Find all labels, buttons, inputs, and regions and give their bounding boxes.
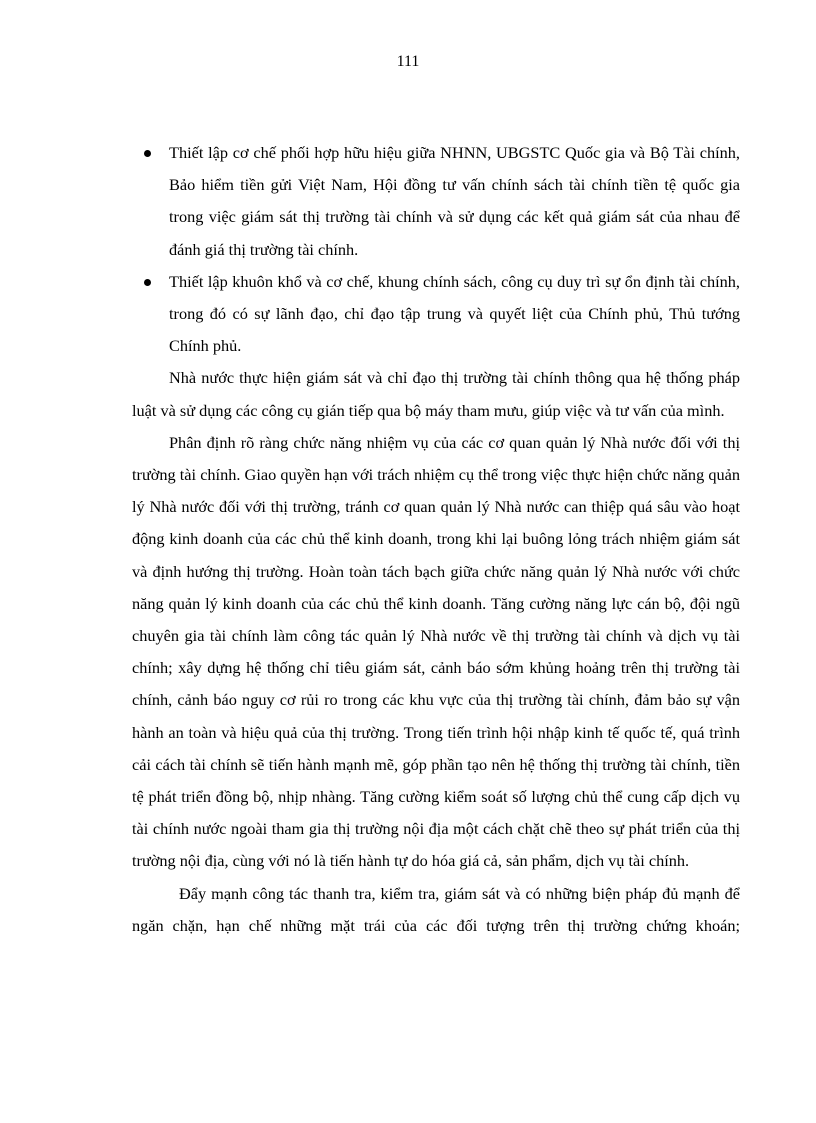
paragraph-inspection: Đẩy mạnh công tác thanh tra, kiểm tra, giám sát và có những biện pháp đủ mạnh để ngăn chặn, hạn chế những mặt trái của các đối tượng trên thị trường chứng khoán; bbox=[132, 883, 740, 935]
bullet-list bbox=[132, 137, 740, 362]
bullet-dot-icon bbox=[144, 279, 151, 286]
bullet-text-framework: Thiết lập khuôn khổ và cơ chế, khung chính sách, công cụ duy trì sự ổn định tài chính, trong đó có sự lãnh đạo, chỉ đạo tập trung và quyết liệt của Chính phủ, Thủ tướng Chính phủ. bbox=[169, 271, 740, 356]
bullet-item-framework bbox=[132, 266, 740, 363]
page-number: 111 bbox=[396, 53, 420, 70]
bullet-dot-icon bbox=[144, 150, 151, 157]
paragraph-state-supervision: Nhà nước thực hiện giám sát và chỉ đạo thị trường tài chính thông qua hệ thống pháp luật và sử dụng các công cụ gián tiếp qua bộ máy tham mưu, giúp việc và tư vấn của mình. bbox=[132, 368, 740, 420]
bullet-item-coordination bbox=[132, 137, 740, 266]
body-text bbox=[132, 137, 740, 942]
bullet-text-coordination: Thiết lập cơ chế phối hợp hữu hiệu giữa NHNN, UBGSTC Quốc gia và Bộ Tài chính, Bảo hiểm tiền gửi Việt Nam, Hội đồng tư vấn chính sách tài chính tiền tệ quốc gia trong việc giám sát thị trường tài chính và sử dụng các kết quả giám sát của nhau để đánh giá thị trường tài chính. bbox=[169, 143, 740, 259]
paragraph-function-division: Phân định rõ ràng chức năng nhiệm vụ của các cơ quan quản lý Nhà nước đối với thị trường tài chính. Giao quyền hạn với trách nhiệm cụ thể trong việc thực hiện chức năng quản lý Nhà nước đối với thị trường, tránh cơ quan quản lý Nhà nước can thiệp quá sâu vào hoạt động kinh doanh của các chủ thể kinh doanh, trong khi lại buông lỏng trách nhiệm giám sát và định hướng thị trường. Hoàn toàn tách bạch giữa chức năng quản lý Nhà nước với chức năng quản lý kinh doanh của các chủ thể kinh doanh. Tăng cường năng lực cán bộ, đội ngũ chuyên gia tài chính làm công tác quản lý Nhà nước về thị trường tài chính và dịch vụ tài chính; xây dựng hệ thống chỉ tiêu giám sát, cảnh báo sớm khủng hoảng trên thị trường tài chính, cảnh báo nguy cơ rủi ro trong các khu vực của thị trường tài chính, đảm bảo sự vận hành an toàn và hiệu quả của thị trường. Trong tiến trình hội nhập kinh tế quốc tế, quá trình cải cách tài chính sẽ tiến hành mạnh mẽ, góp phần tạo nên hệ thống thị trường tài chính, tiền tệ phát triển đồng bộ, nhịp nhàng. Tăng cường kiểm soát số lượng chủ thể cung cấp dịch vụ tài chính nước ngoài tham gia thị trường nội địa một cách chặt chẽ theo sự phát triển của thị trường nội địa, cùng với nó là tiến hành tự do hóa giá cả, sản phẩm, dịch vụ tài chính. bbox=[132, 432, 740, 871]
